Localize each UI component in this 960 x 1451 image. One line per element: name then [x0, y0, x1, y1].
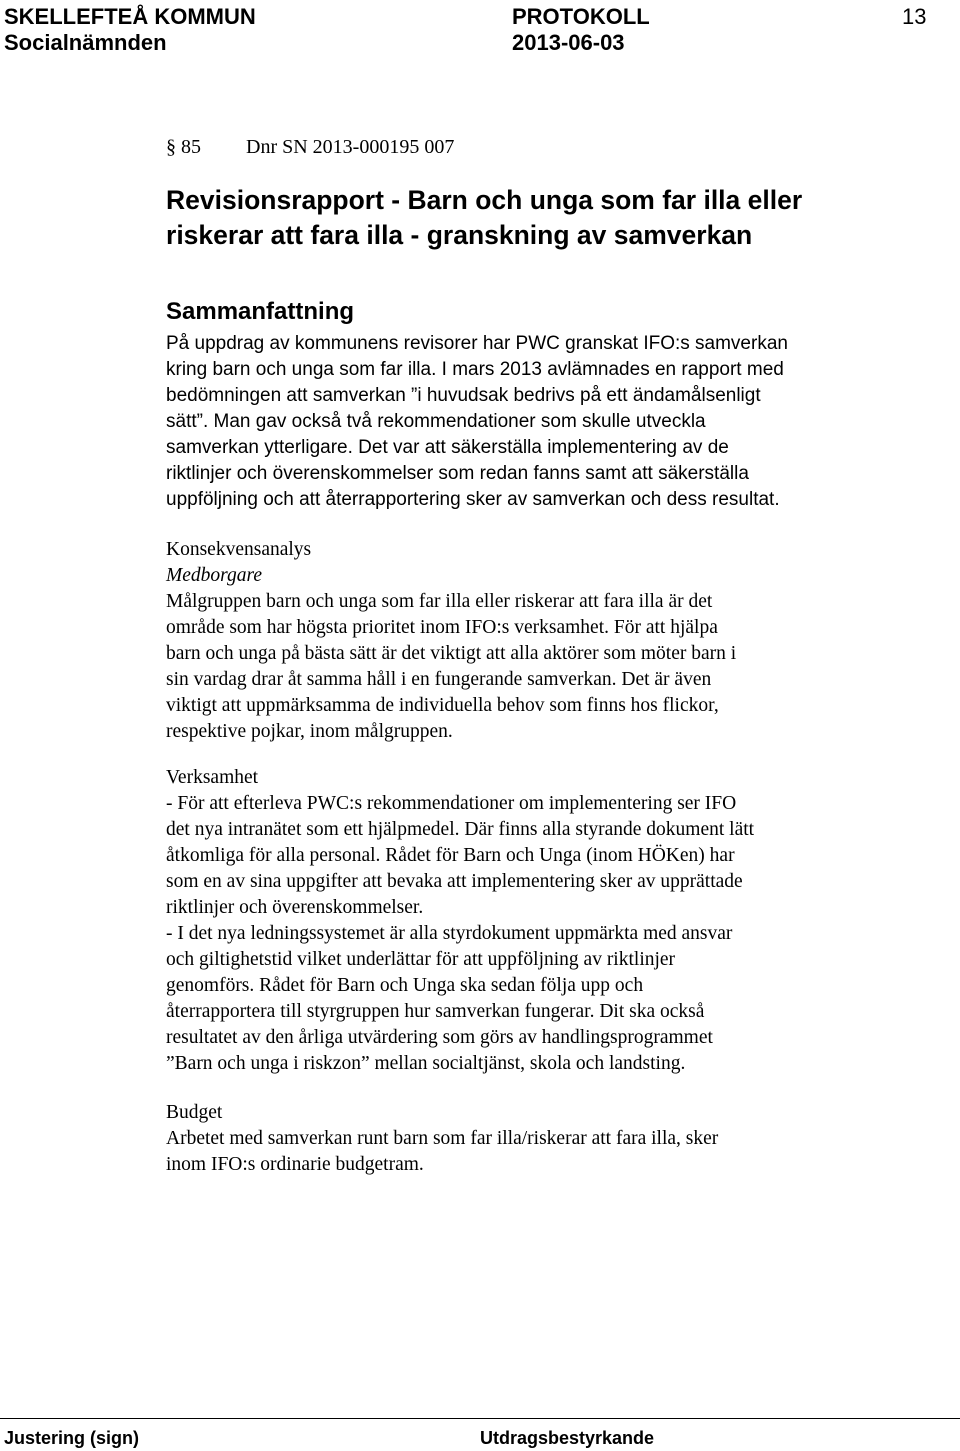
- budget-heading: Budget: [166, 1102, 223, 1123]
- page-number: 13: [902, 4, 927, 29]
- operations-line: åtkomliga för alla personal. Rådet för Barn och Unga (inom HÖKen) har: [166, 845, 735, 866]
- operations-line: det nya intranätet som ett hjälpmedel. Där finns alla styrande dokument lätt: [166, 819, 755, 840]
- summary-line: kring barn och unga som far illa. I mars 2013 avlämnades en rapport med: [166, 359, 784, 380]
- citizens-heading: Medborgare: [166, 565, 263, 586]
- consequence-heading: Konsekvensanalys: [166, 539, 312, 560]
- operations-line: som en av sina uppgifter att bevaka att implementering sker av upprättade: [166, 871, 743, 892]
- budget-section: [166, 1100, 718, 1178]
- summary-line: bedömningen att samverkan ”i huvudsak bedrivs på ett ändamålsenligt: [166, 385, 761, 406]
- page-title: Revisionsrapport - Barn och unga som far illa eller riskerar att fara illa - granskning av samverkan: [166, 185, 803, 250]
- section-symbol: §: [166, 136, 176, 158]
- summary-line: riktlinjer och överenskommelser som redan fanns samt att säkerställa: [166, 463, 749, 484]
- operations-line: ”Barn och unga i riskzon” mellan socialtjänst, skola och landsting.: [166, 1053, 686, 1074]
- operations-line: riktlinjer och överenskommelser.: [166, 897, 424, 918]
- summary-line: uppföljning och att återrapportering sker av samverkan och dess resultat.: [166, 489, 780, 510]
- operations-line: resultatet av den årliga utvärdering som görs av handlingsprogrammet: [166, 1027, 713, 1048]
- section-line: [166, 134, 454, 160]
- citizens-line: viktigt att uppmärksamma de individuella behov som finns hos flickor,: [166, 695, 719, 716]
- operations-line: - I det nya ledningssystemet är alla styrdokument uppmärkta med ansvar: [166, 923, 733, 944]
- operations-line: genomförs. Rådet för Barn och Unga ska sedan följa upp och: [166, 975, 644, 996]
- summary-line: På uppdrag av kommunens revisorer har PWC granskat IFO:s samverkan: [166, 333, 788, 354]
- citizens-line: barn och unga på bästa sätt är det viktigt att alla aktörer som möter barn i: [166, 643, 737, 664]
- citizens-line: respektive pojkar, inom målgruppen.: [166, 721, 453, 742]
- citizens-line: område som har högsta prioritet inom IFO:s verksamhet. För att hjälpa: [166, 617, 718, 638]
- consequence-section: [166, 537, 736, 745]
- citizens-line: sin vardag drar åt samma håll i en fungerande samverkan. Det är även: [166, 669, 712, 690]
- org-name: SKELLEFTEÅ KOMMUN: [4, 4, 256, 29]
- operations-line: - För att efterleva PWC:s rekommendationer om implementering ser IFO: [166, 793, 737, 814]
- utdrag-label: Utdragsbestyrkande: [480, 1428, 655, 1448]
- operations-section: [166, 765, 754, 1077]
- citizens-line: Målgruppen barn och unga som far illa eller riskerar att fara illa är det: [166, 591, 713, 612]
- summary-line: samverkan ytterligare. Det var att säkerställa implementering av de: [166, 437, 729, 458]
- summary-paragraph: [166, 331, 788, 513]
- operations-heading: Verksamhet: [166, 767, 259, 788]
- operations-line: och giltighetstid vilket underlättar för att uppföljning av riktlinjer: [166, 949, 676, 970]
- summary-heading: Sammanfattning: [166, 298, 355, 325]
- section-number: 85: [181, 136, 201, 158]
- footer-rule: [0, 1418, 960, 1419]
- committee-name: Socialnämnden: [4, 30, 167, 55]
- budget-line: Arbetet med samverkan runt barn som far illa/riskerar att fara illa, sker: [166, 1128, 719, 1149]
- justering-label: Justering (sign): [4, 1428, 140, 1448]
- document-type: PROTOKOLL: [512, 4, 650, 29]
- summary-line: sätt”. Man gav också två rekommendationer som skulle utveckla: [166, 411, 706, 432]
- operations-line: återrapportera till styrgruppen hur samverkan fungerar. Dit ska också: [166, 1001, 705, 1022]
- budget-line: inom IFO:s ordinarie budgetram.: [166, 1154, 424, 1175]
- meeting-date: 2013-06-03: [512, 30, 625, 55]
- diary-number: Dnr SN 2013-000195 007: [246, 136, 455, 158]
